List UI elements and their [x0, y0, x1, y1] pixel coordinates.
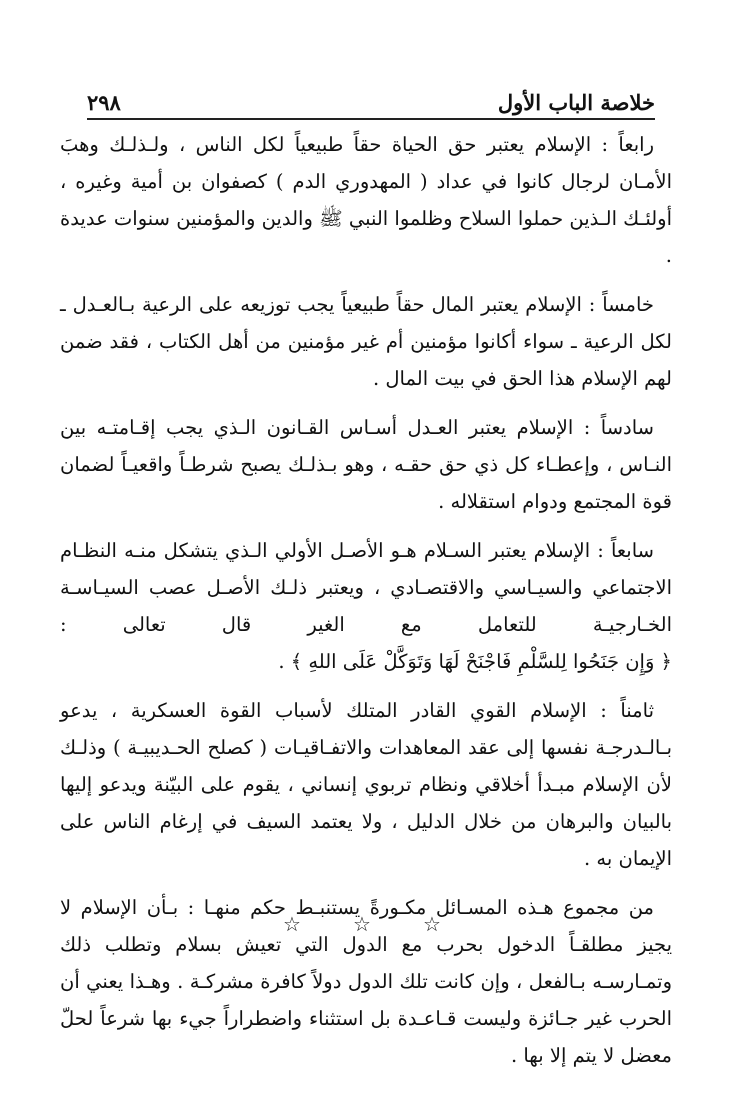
- paragraph-fourth: رابعاً : الإسلام يعتبر حق الحياة حقاً طبيعياً لكل الناس ، ولـذلـك وهبَ الأمـان لرجال كانوا في عداد ( المهدوري الدم ) كصفوان بن أمية وغيره ، أولئـك الـذين حملوا السلاح وظلموا النبي ﷺ والدين والمؤمنين سنوات عديدة .: [59, 133, 672, 267]
- page-body: [60, 126, 672, 1086]
- page-header: [87, 88, 655, 120]
- paragraph-eighth: ثامناً : الإسلام القوي القادر المتلك لأسباب القوة العسكرية ، يدعو بـالـدرجـة نفسها إلى عقد المعاهدات والاتفـاقيـات ( كصلح الحـديبيـة ) وذلـك لأن الإسلام مبـدأ أخلاقي ونظام تربوي إنساني ، يقوم على البيّنة ويدعو إليها بالبيان والبرهان من خلال الدليل ، ولا يعتمد السيف في إرغام الناس على الإيمان به .: [60, 699, 672, 870]
- running-title: خلاصة الباب الأول: [497, 90, 655, 115]
- paragraph-seventh: [60, 532, 672, 680]
- star-icon: ☆: [353, 912, 371, 936]
- paragraph-conclusion: من مجموع هـذه المسـائل مكـورةً يستنبـط حكم منهـا : بـأن الإسلام لا يجيز مطلقـاً الدخول بحرب مع الدول التي تعيش بسلام وتطلب ذلك وتمـارسـه بـالفعل ، وإن كانت تلك الدول دولاً كافرة مشركـة . وهـذا يعني أن الحرب غير جـائزة وليست قـاعـدة بل استثناء واضطراراً جيء بها شرعاً لحلّ معضل لا يتم إلا بها .: [60, 896, 672, 1067]
- page-number: ٢٩٨: [87, 90, 121, 115]
- paragraph-fifth: خامساً : الإسلام يعتبر المال حقاً طبيعياً يجب توزيعه على الرعية بـالعـدل ـ لكل الرعية ـ سواء أكانوا مؤمنين أم غير مؤمنين من أهل الكتاب ، فقد ضمن لهم الإسلام هذا الحق في بيت المال .: [60, 293, 672, 390]
- star-icon: ☆: [423, 912, 441, 936]
- star-icon: ☆: [283, 912, 301, 936]
- paragraph-seventh-text: سابعاً : الإسلام يعتبر السـلام هـو الأصـل الأولي الـذي يتشكل منـه النظـام الاجتماعي والسيـاسي والاقتصـادي ، ويعتبر ذلـك الأصـل عصب السيـاسـة الخـارجيـة للتعامل مع الغير قال تعالى :: [60, 539, 672, 636]
- quran-verse: ﴿ وَإِن جَنَحُوا لِلسَّلْمِ فَاجْنَحْ لَهَا وَتَوَكَّلْ عَلَى اللهِ ﴾ .: [278, 650, 672, 673]
- paragraph-sixth: سادساً : الإسلام يعتبر العـدل أسـاس القـانون الـذي يجب إقـامتـه بين النـاس ، وإعطـاء كل ذي حق حقـه ، وهو بـذلـك يصبح شرطـاً واقعيـاً لضمان قوة المجتمع ودوام استقلاله .: [60, 416, 672, 513]
- section-separator: [282, 912, 442, 936]
